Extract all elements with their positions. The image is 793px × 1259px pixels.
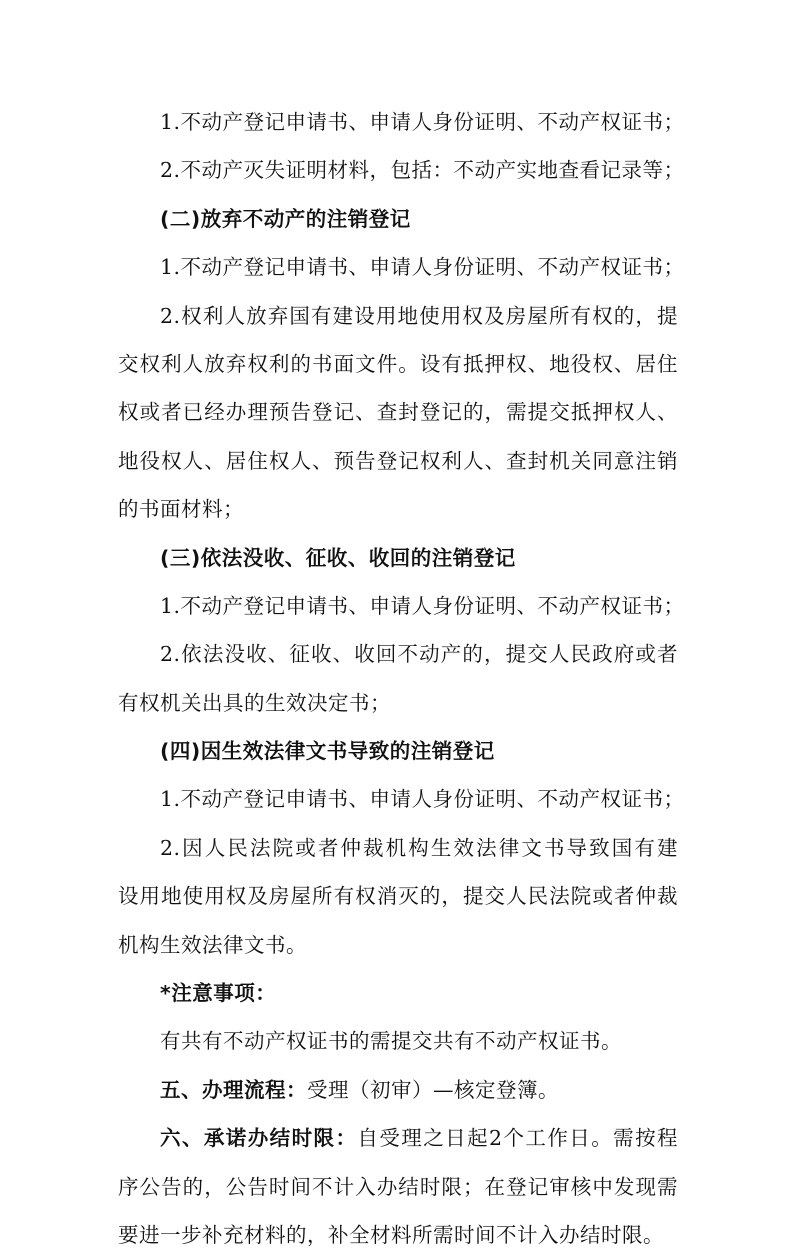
section-heading: (四)因生效法律文书导致的注销登记 — [160, 739, 495, 764]
paragraph-line — [118, 1066, 678, 1114]
paragraph-line: 1.不动产登记申请书、申请人身份证明、不动产权证书； — [160, 787, 685, 812]
paragraph-line: 有共有不动产权证书的需提交共有不动产权证书。 — [160, 1029, 622, 1054]
paragraph-line: 设用地使用权及房屋所有权消灭的，提交人民法院或者仲裁 — [118, 884, 678, 909]
paragraph-line: 2.权利人放弃国有建设用地使用权及房屋所有权的，提 — [160, 303, 678, 328]
process-text: 受理（初审）—核定登簿。 — [307, 1077, 559, 1102]
paragraph-line: 序公告的，公告时间不计入办结时限；在登记审核中发现需 — [118, 1174, 678, 1199]
paragraph-line: 1.不动产登记申请书、申请人身份证明、不动产权证书； — [160, 255, 685, 280]
paragraph-line: 的书面材料； — [118, 497, 244, 522]
paragraph-line: 1.不动产登记申请书、申请人身份证明、不动产权证书； — [160, 593, 685, 618]
section-heading: (二)放弃不动产的注销登记 — [160, 206, 411, 231]
paragraph-line: 交权利人放弃权利的书面文件。设有抵押权、地役权、居住 — [118, 351, 678, 376]
paragraph-line: 2.不动产灭失证明材料，包括：不动产实地查看记录等； — [160, 158, 685, 183]
paragraph-line: 机构生效法律文书。 — [118, 932, 307, 957]
notice-heading: *注意事项： — [160, 981, 277, 1006]
paragraph-line: 地役权人、居住权人、预告登记权利人、查封机关同意注销 — [118, 448, 678, 473]
paragraph-line: 有权机关出具的生效决定书； — [118, 690, 391, 715]
paragraph-line: 1.不动产登记申请书、申请人身份证明、不动产权证书； — [160, 110, 685, 134]
time-limit-text: 自受理之日起2个工作日。需按程 — [357, 1126, 679, 1151]
paragraph-line: 2.因人民法院或者仲裁机构生效法律文书导致国有建 — [160, 835, 678, 860]
paragraph-line — [118, 1114, 678, 1162]
document-body — [118, 98, 685, 1259]
paragraph-line: 2.依法没收、征收、收回不动产的，提交人民政府或者 — [160, 642, 678, 667]
paragraph-line: 要进一步补充材料的，补全材料所需时间不计入办结时限。 — [118, 1222, 664, 1247]
section-heading: (三)依法没收、征收、收回的注销登记 — [160, 545, 516, 570]
process-heading: 五、办理流程： — [160, 1077, 307, 1102]
time-limit-heading: 六、承诺办结时限： — [160, 1126, 358, 1151]
paragraph-line: 权或者已经办理预告登记、查封登记的，需提交抵押权人、 — [118, 400, 678, 425]
